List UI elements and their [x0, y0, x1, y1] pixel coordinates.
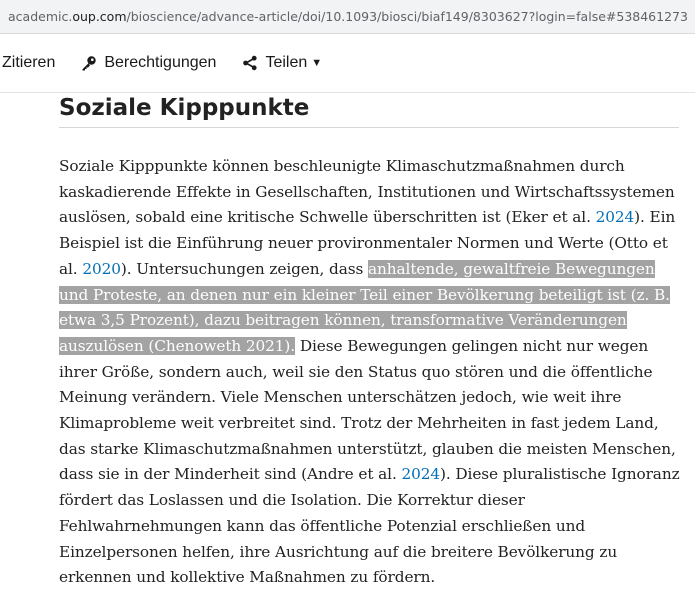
- reference-link-eker-2024[interactable]: 2024: [595, 208, 635, 227]
- text-selection-highlight: anhaltende, gewaltfreie Bewegungen und Proteste, an denen nur ein kleiner Teil einer Bevölkerung beteiligt ist (z. B. etwa 3,5 Prozent), dazu beitragen können, transformative Veränderungen auszulösen (Chenoweth 2021).: [59, 259, 670, 355]
- url-domain: oup.com: [72, 9, 127, 24]
- paragraph-text-4: Diese Bewegungen gelingen nicht nur wegen ihrer Größe, sondern auch, weil sie den Status quo stören und die öffentliche Meinung verändern. Viele Menschen unterschätzen jedoch, wie weit ihre Klimaprobleme weit verbreitet sind. Trotz der Mehrheiten in fast jedem Land, das starke Klimaschutzmaßnahmen unterstützt, glauben die meisten Menschen, dass sie in der Minderheit sind (Andre et al.: [59, 336, 676, 484]
- permissions-label: Berechtigungen: [104, 54, 217, 71]
- article-toolbar: [0, 34, 695, 93]
- permissions-button[interactable]: [81, 54, 216, 72]
- share-label: Teilen: [265, 54, 308, 71]
- cite-label: Zitieren: [2, 54, 56, 71]
- share-icon: [242, 55, 258, 71]
- key-icon: [81, 55, 97, 71]
- paragraph-text-5: ). Diese pluralistische Ignoranz fördert das Loslassen und die Isolation. Die Korrektur dieser Fehlwahrnehmungen kann das öffentliche Potenzial erschließen und Einzelpersonen helfen, ihre Ausrichtung auf die breitere Bevölkerung zu erkennen und kollektive Maßnahmen zu fördern.: [59, 465, 680, 587]
- url-prefix: academic.: [8, 9, 73, 24]
- chevron-down-icon: ▼: [311, 57, 323, 69]
- reference-link-andre-2024[interactable]: 2024: [401, 465, 440, 484]
- section-title: Soziale Kipppunkte: [59, 95, 679, 128]
- section-paragraph: [59, 154, 681, 591]
- article-section: [0, 95, 695, 591]
- paragraph-text-1: Soziale Kipppunkte können beschleunigte Klimaschutzmaßnahmen durch kaskadierende Effekte in Gesellschaften, Institutionen und Wirtschaftssystemen auslösen, sobald eine kritische Schwelle überschritten ist (Eker et al.: [59, 157, 675, 227]
- reference-link-otto-2020[interactable]: 2020: [82, 259, 121, 278]
- cite-button[interactable]: [2, 54, 55, 72]
- paragraph-text-2: ). Ein Beispiel ist die Einführung neuer provironmentaler Normen und Werte (Otto et al.: [59, 208, 676, 278]
- paragraph-text-3: ). Untersuchungen zeigen, dass: [120, 259, 369, 278]
- share-button[interactable]: [242, 54, 322, 72]
- url-path: /bioscience/advance-article/doi/10.1093/biosci/biaf149/8303627?login=false#538461273: [126, 9, 688, 24]
- address-bar[interactable]: [0, 0, 695, 34]
